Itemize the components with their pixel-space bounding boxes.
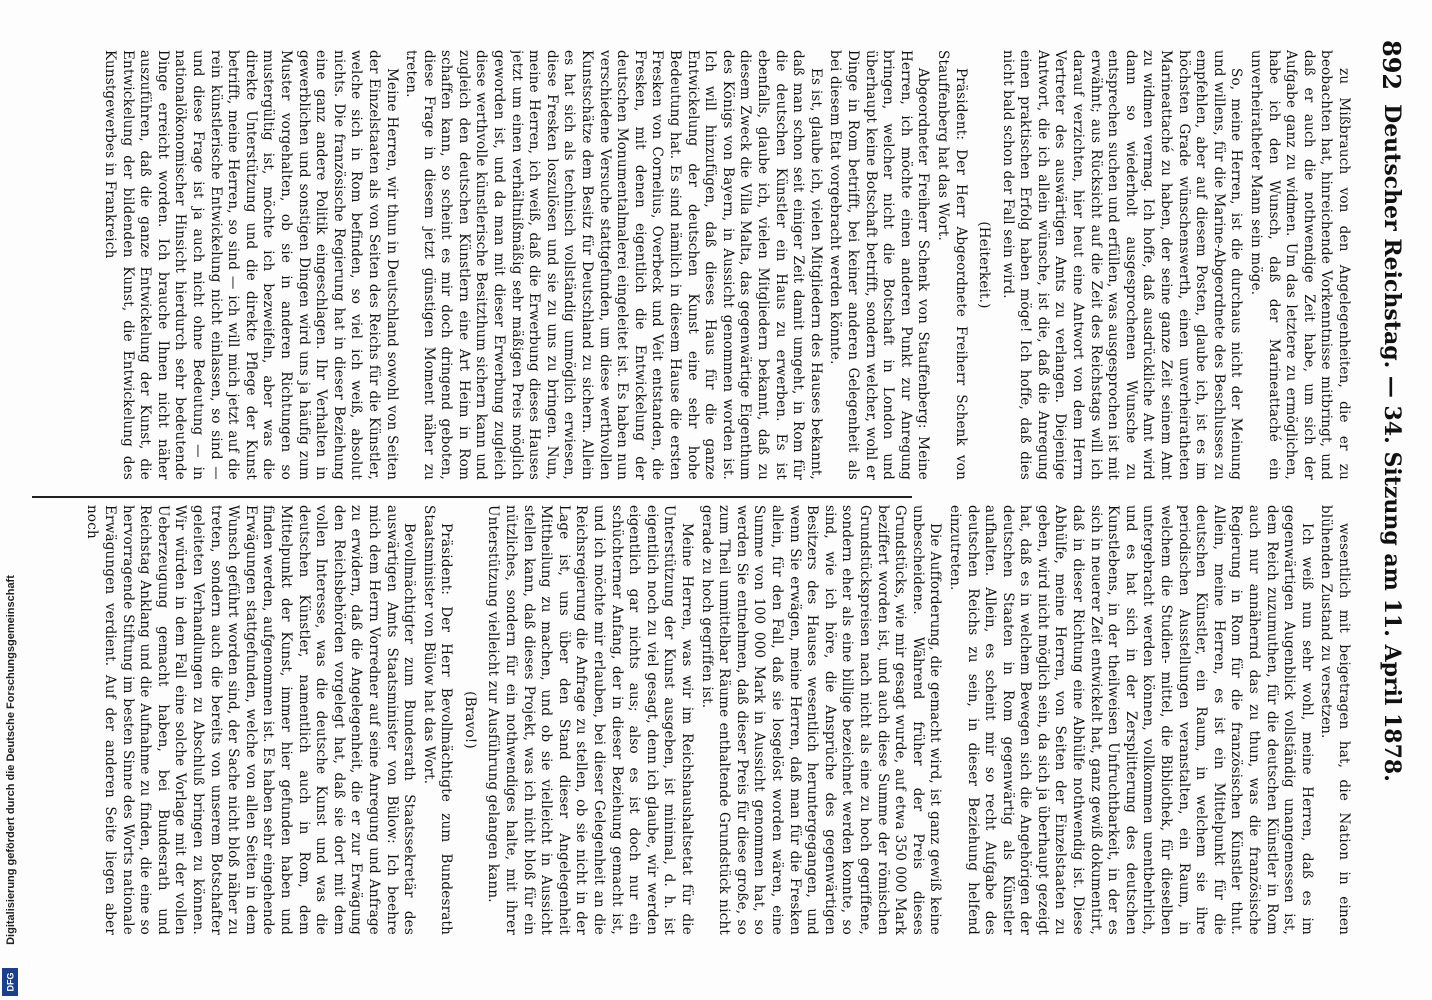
interjection: (Bravo!)	[461, 691, 478, 749]
paragraph: Meine Herren, was wir im Reichshaushaltsetat für die Unterstützung der Kunst ausgeben, ist minimal, d. h. ist eigentlich noch zu viel gesagt, denn ich glaube, wir werden eigentlich gar nichts aus; also es ist doch nur ein schüchterner Anfang, der in dieser Beziehung gemacht ist, und ich möchte mir erlauben, bei dieser Gelegenheit an die Reichsregierung die Anfrage zu stellen, ob sie nicht in der Lage ist, uns über den Stand dieser Angelegenheit Mittheilung zu machen, und ob sie vielleicht in Aussicht stellen kann, daß dieses Projekt, was ich nicht bloß für ein nützliches, sondern für ein nothwendiges halte, mit ihrer Unterstützung vielleicht zur Ausführung gelangen kann.	[485, 505, 696, 935]
header-title: Deutscher Reichstag. — 34. Sitzung am 11. April 1878.	[1379, 104, 1405, 782]
speaker-paragraph: Bevollmächtigter zum Bundesrath Staatssekretär des auswärtigen Amts Staatsminister von Bülow: Ich beehre mich dem Herrn Vorredner auf seine Anregung und Anfrage zu erwidern, daß die Angelegenheit, die er zur Erwägung den Reichsbehörden vorgelegt hat, daß sie dort mit dem vollen Interesse, was die deutsche Kunst und was die deutschen Künstler, namentlich auch in Rom, dem Mittelpunkt der Kunst, immer hier gefunden haben und finden werden, aufgenommen ist. Es haben sehr eingehende Erwägungen stattgefunden, welche von allen Seiten in dem Wunsch geführt worden sind, der Sache nicht bloß näher zu treten, sondern auch die bereits von unserem Botschafter geleiteten Verhandlungen zu Abschluß bringen zu können. Wir würden in dem Fall eine solche Vorlage mit der vollen Ueberzeugung gemacht haben, bei Bundesrath und Reichstag Anklang und die Aufnahme zu finden, die eine so hervorragende Stiftung im besten Sinne des Worts nationale Erwägungen verdient. Auf der anderen Seite liegen aber noch	[84, 505, 418, 935]
paragraph: Es ist, glaube ich, vielen Mitgliedern des Hauses bekannt, daß man schon seit einiger Zeit damit umgeht, in Rom für die deutschen Künstler ein Haus zu erwerben. Es ist ebenfalls, glaube ich, vielen Mitgliedern bekannt, daß zu diesem Zweck die Villa Malta, das gegenwärtige Eigenthum des Königs von Bayern, in Aussicht genommen worden ist. Ich will hinzufügen, daß dieses Haus für die ganze Entwickelung der deutschen Kunst eine sehr hohe Bedeutung hat. Es sind nämlich in diesem Hause die ersten Fresken von Cornelius, Overbeck und Veit entstanden, die Fresken, mit denen eigentlich die Entwickelung der deutschen Monumentalmalerei eingeleitet ist. Es haben nun verschiedene Versuche stattgefunden, um diese werthvollen Kunstschätze dem Besitz für Deutschland zu sichern. Allein es hat sich als technisch vollständig unmöglich erwiesen, diese Fresken loszulösen und sie zu uns zu bringen. Nun, meine Herren, ich weiß, daß die Erwerbung dieses Hauses jetzt um einen verhältnißmäßig sehr mäßigen Preis möglich geworden ist, und da man mit dieser Erwerbung zugleich diese werthvolle künstlerische Besitzthum sichern kann und zugleich den deutschen Künstlern eine Art Heim in Rom schaffen kann, so scheint es mir doch dringend geboten, diese Frage in diesem jetzt günstigen Moment näher zu treten.	[403, 50, 824, 480]
speaker-paragraph: Präsident: Der Herr Abgeordnete Freiherr Schenk von Stauffenberg hat das Wort.	[934, 50, 969, 480]
paragraph: wesentlich mit beigetragen hat, die Nation in einen blühenden Zustand zu versetzen.	[1318, 505, 1352, 935]
right-column	[72, 505, 1352, 935]
paragraph: Meine Herren, wir thun in Deutschland sowohl von Seiten der Einzelstaaten als von Seiten des Reichs für die Künstler, welche sich in Rom befinden, so viel ich weiß, absolut nichts. Die französische Regierung hat in dieser Beziehung eine ganz andere Politik eingeschlagen. Ihr Verhalten in gewerblichen und sonstigen Dingen wird uns ja häufig zum Muster vorgehalten, ob sie in anderen Richtungen so mustergültig ist, möchte ich bezweifeln, aber was die direkte Unterstützung und die direkte Pflege der Kunst betrifft, meine Herren, so sind — ich will mich jetzt auf die rein künstlerische Entwickelung nicht einlassen, so sind — und diese Frage ist ja auch nicht ohne Bedeutung — in nationalökonomischer Hinsicht hierdurch sehr bedeutende Dinge erreicht worden. Ich brauche Ihnen nicht näher auszuführen, daß die ganze Entwickelung der Kunst, die Entwickelung der bildenden Kunst, die Entwickelung des Kunstgewerbes in Frankreich	[102, 50, 400, 480]
credit-text: Digitalisierung gefördert durch die Deutsche Forschungsgemeinschaft	[5, 575, 17, 945]
dfg-logo-text: DFG	[5, 972, 15, 992]
digitization-credit	[2, 520, 20, 1000]
column-divider	[32, 496, 912, 498]
left-column	[72, 50, 1352, 480]
paragraph: So, meine Herren, ist die durchaus nicht der Meinung und willens, für die Marine-Abgeordnete des Beschlusses zu empfehlen, aber auf diesem Posten, glaube ich, ist es im höchsten Grade wünschenswerth, einen unverheiratheten Marineattaché zu haben, der seine ganze Zeit seinem Amt zu widmen vermag. Ich hoffe, daß ausdrückliche Amt wird dann so wiederholt ausgesprochenen Wunsche zu entsprechen suchen und erfüllen, was ausgesprochen ist mit erwähnt; aus Rücksicht auf die Zeit des Reichstags will ich darauf verzichten, hier heut eine Antwort von dem Herrn Vertreter des auswärtigen Amts zu verlangen. Diejenige Antwort, die ich allein wünsche, ist die, daß die Anregung einen praktischen Erfolg haben möge! Ich hoffe, daß dies nicht bald schon der Fall sein wird.	[999, 50, 1245, 480]
paragraph: zu Mißbrauch von den Angelegenheiten, die er zu beobachten hat, hinreichende Vorkenntnisse mitbringt, und daß er auch die nothwendige Zeit habe, um sich der Aufgabe ganz zu widmen. Um das letztere zu ermöglichen, habe ich den Wunsch, daß der Marineattaché ein unverheiratheter Mann sein möge.	[1248, 50, 1352, 480]
page-header	[1362, 40, 1422, 960]
speaker-paragraph: Abgeordneter Freiherr Schenk von Stauffenberg: Meine Herren, ich möchte einen anderen Punkt zur Anregung bringen, welcher nicht die Botschaft in London und überhaupt keine Botschaft betrifft, sondern welcher, wohl er Dinge in Rom betrifft, bei keiner anderen Gelegenheit als bei diesem Etat vorgebracht werden könnte.	[827, 50, 932, 480]
speaker-paragraph: Präsident: Der Herr Bevollmächtigte zum Bundesrath Staatsminister von Bülow hat das Wort.	[420, 505, 455, 935]
page-number: 892	[1377, 40, 1407, 91]
dfg-logo	[2, 968, 18, 996]
paragraph: Ich weiß nun sehr wohl, meine Herren, daß es im gegenwärtigen Augenblick vollständig unangemessen ist, dem Reich zuzumuthen, für die deutschen Künstler in Rom auch nur annähernd das zu thun, was die französische Regierung in Rom für die französischen Künstler thut. Allein, meine Herren, es ist ein Mittelpunkt für die deutschen Künstler, ein Raum, in welchem sie ihre periodischen Ausstellungen veranstalten, ein Raum, in welchem die Studien- mittel, die Bibliothek, für dieselben untergebracht werden können, vollkommen unentbehrlich, und es hat sich in der Zersplitterung des deutschen Kunstlebens, in der theilweisen Unfruchtbarkeit, in der es sich in neuerer Zeit entwickelt hat, ganz gewiß dokumentirt, daß in dieser Richtung eine Abhülfe nothwendig ist. Diese Abhülfe, meine Herren, von Seiten der Einzelstaaten zu geben, wird nicht möglich sein, da sich ja überhaupt gezeigt hat, daß es in welchem Bewegen sich die Angehörigen der deutschen Staaten in Rom gegenwärtig als Künstler aufhalten. Allein, es scheint mir so recht Aufgabe des deutschen Reichs zu sein, in dieser Beziehung helfend einzutreten.	[946, 505, 1315, 935]
interjection: (Heiterkeit.)	[976, 221, 993, 309]
paragraph: Die Aufforderung, die gemacht wird, ist ganz gewiß keine unbescheidene. Während früher der Preis dieses Grundstücks, wie mir gesagt wurde, auf etwa 350 000 Mark beziffert worden ist, und auch diese Summe der römischen Grundstückspreisen nach nicht als eine zu hoch gegriffene, sondern eher als eine billige bezeichnet werden konnte, so sind, wie ich höre, die Ansprüche des gegenwärtigen Besitzers des Hauses wesentlich heruntergegangen, und wenn Sie erwägen, meine Herren, daß man für die Fresken allein, für den Fall, daß sie losgelöst worden wären, eine Summe von 100 000 Mark in Aussicht genommen hat, so werden Sie entnehmen, daß dieser Preis für diese große, so zum Theil unmittelbar Räume enthaltende Grundstück nicht gerade zu hoch gegriffen ist.	[698, 505, 944, 935]
